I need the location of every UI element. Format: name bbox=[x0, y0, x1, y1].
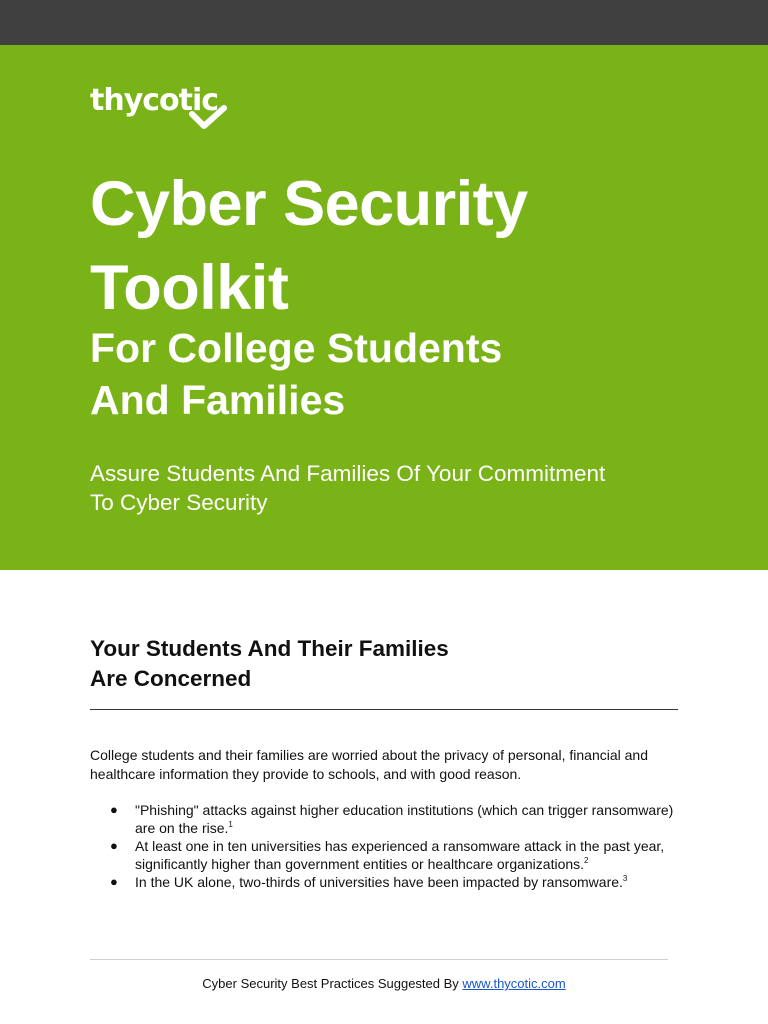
list-item bbox=[90, 801, 690, 837]
footnote-ref: 1 bbox=[228, 820, 233, 829]
section-heading bbox=[90, 634, 449, 694]
section-heading-line-1: Your Students And Their Families bbox=[90, 636, 449, 661]
subtitle-line-1: For College Students bbox=[90, 325, 503, 371]
footer-text: Cyber Security Best Practices Suggested By bbox=[202, 976, 463, 991]
thycotic-logo: thycotic bbox=[90, 83, 219, 118]
title-line-1: Cyber Security bbox=[90, 169, 528, 239]
website-link[interactable]: www.thycotic.com bbox=[462, 976, 566, 991]
section-heading-line-2: Are Concerned bbox=[90, 666, 252, 691]
section-divider bbox=[90, 709, 678, 710]
concern-list bbox=[90, 801, 690, 891]
bullet-icon: ● bbox=[110, 838, 118, 853]
bullet-icon: ● bbox=[110, 802, 118, 817]
bullet-icon: ● bbox=[110, 874, 118, 889]
tagline bbox=[90, 459, 605, 517]
footnote-ref: 2 bbox=[584, 856, 589, 865]
subtitle-line-2: And Families bbox=[90, 377, 346, 423]
document-subtitle bbox=[90, 322, 502, 426]
list-item-text: At least one in ten universities has experienced a ransomware attack in the past year, significantly higher than government entities or healthcare organizations. bbox=[135, 838, 665, 872]
footer-divider bbox=[90, 959, 668, 960]
list-item bbox=[90, 873, 690, 891]
list-item-text: "Phishing" attacks against higher education institutions (which can trigger ransomware) are on the rise. bbox=[135, 802, 674, 836]
cover-banner bbox=[0, 45, 768, 570]
top-bar bbox=[0, 0, 768, 45]
list-item bbox=[90, 837, 690, 873]
tagline-line-2: To Cyber Security bbox=[90, 490, 268, 515]
document-title bbox=[90, 162, 528, 330]
logo-check-icon bbox=[188, 104, 228, 132]
footer bbox=[0, 975, 768, 993]
list-item-text: In the UK alone, two-thirds of universities have been impacted by ransomware. bbox=[135, 874, 623, 890]
tagline-line-1: Assure Students And Families Of Your Commitment bbox=[90, 461, 606, 486]
title-line-2: Toolkit bbox=[90, 253, 289, 323]
intro-paragraph: College students and their families are worried about the privacy of personal, financial and healthcare information they provide to schools, and with good reason. bbox=[90, 747, 648, 782]
footnote-ref: 3 bbox=[622, 874, 628, 883]
